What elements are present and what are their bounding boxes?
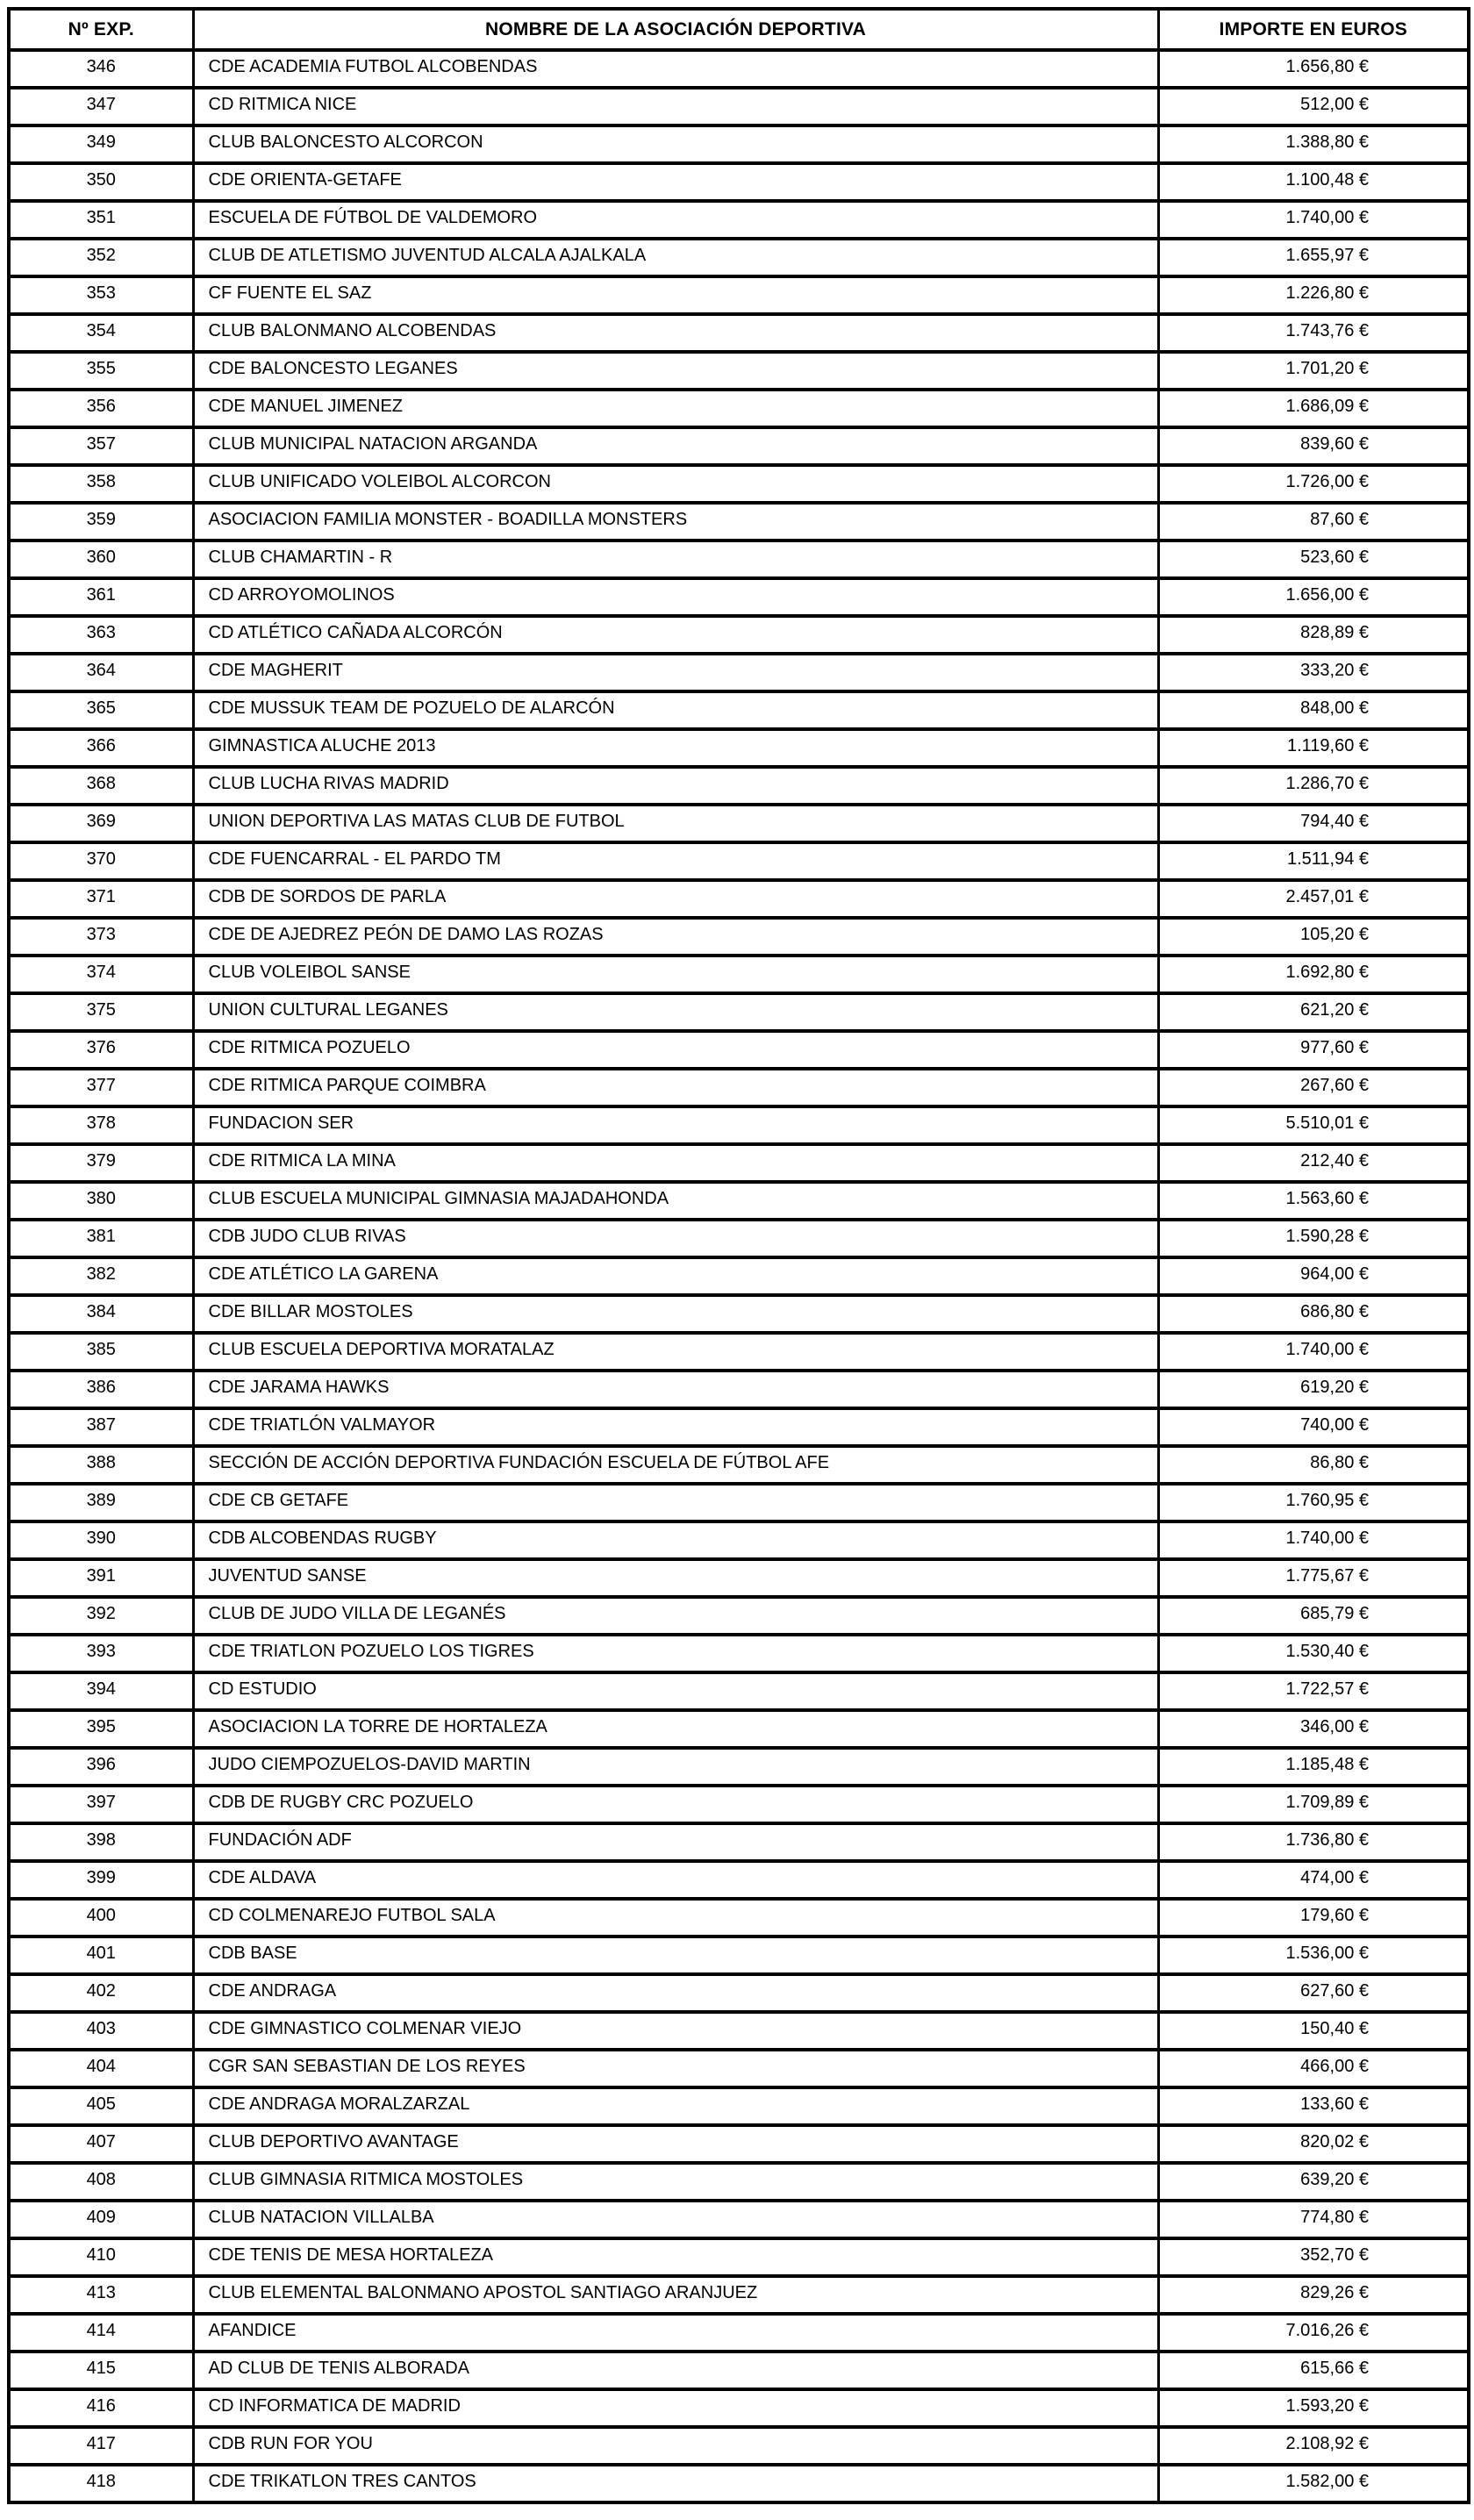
exp-cell: 399 bbox=[9, 1861, 193, 1899]
nombre-cell: CDE RITMICA POZUELO bbox=[193, 1031, 1158, 1069]
table-row bbox=[9, 1446, 1469, 1484]
importe-cell: 1.286,70 € bbox=[1158, 767, 1469, 805]
exp-cell: 404 bbox=[9, 2050, 193, 2087]
nombre-cell: UNION CULTURAL LEGANES bbox=[193, 993, 1158, 1031]
importe-cell: 105,20 € bbox=[1158, 918, 1469, 956]
exp-cell: 382 bbox=[9, 1257, 193, 1295]
exp-cell: 355 bbox=[9, 352, 193, 390]
table-row bbox=[9, 578, 1469, 616]
header-row bbox=[9, 9, 1469, 50]
nombre-cell: JUDO CIEMPOZUELOS-DAVID MARTIN bbox=[193, 1748, 1158, 1786]
importe-cell: 1.185,48 € bbox=[1158, 1748, 1469, 1786]
importe-cell: 1.692,80 € bbox=[1158, 956, 1469, 993]
nombre-cell: CDE ATLÉTICO LA GARENA bbox=[193, 1257, 1158, 1295]
table-row bbox=[9, 2012, 1469, 2050]
table-row bbox=[9, 2163, 1469, 2201]
exp-cell: 402 bbox=[9, 1974, 193, 2012]
importe-cell: 1.722,57 € bbox=[1158, 1672, 1469, 1710]
table-row bbox=[9, 2276, 1469, 2314]
subvenciones-table bbox=[7, 7, 1470, 2504]
nombre-cell: CDE RITMICA PARQUE COIMBRA bbox=[193, 1069, 1158, 1106]
importe-cell: 346,00 € bbox=[1158, 1710, 1469, 1748]
nombre-cell: CDB RUN FOR YOU bbox=[193, 2427, 1158, 2465]
importe-cell: 133,60 € bbox=[1158, 2087, 1469, 2125]
importe-cell: 619,20 € bbox=[1158, 1371, 1469, 1408]
nombre-cell: CLUB BALONCESTO ALCORCON bbox=[193, 125, 1158, 163]
table-row bbox=[9, 767, 1469, 805]
importe-cell: 87,60 € bbox=[1158, 503, 1469, 541]
exp-cell: 377 bbox=[9, 1069, 193, 1106]
table-row bbox=[9, 956, 1469, 993]
importe-cell: 1.686,09 € bbox=[1158, 390, 1469, 427]
importe-cell: 964,00 € bbox=[1158, 1257, 1469, 1295]
table-row bbox=[9, 842, 1469, 880]
table-body bbox=[9, 50, 1469, 2502]
exp-cell: 386 bbox=[9, 1371, 193, 1408]
importe-cell: 774,80 € bbox=[1158, 2201, 1469, 2238]
nombre-cell: CLUB CHAMARTIN - R bbox=[193, 541, 1158, 578]
nombre-cell: CLUB UNIFICADO VOLEIBOL ALCORCON bbox=[193, 465, 1158, 503]
importe-cell: 352,70 € bbox=[1158, 2238, 1469, 2276]
table-row bbox=[9, 2125, 1469, 2163]
table-row bbox=[9, 1861, 1469, 1899]
nombre-cell: CD RITMICA NICE bbox=[193, 88, 1158, 125]
nombre-cell: AD CLUB DE TENIS ALBORADA bbox=[193, 2352, 1158, 2389]
table-row bbox=[9, 1559, 1469, 1597]
table-row bbox=[9, 1899, 1469, 1937]
exp-cell: 415 bbox=[9, 2352, 193, 2389]
nombre-cell: UNION DEPORTIVA LAS MATAS CLUB DE FUTBOL bbox=[193, 805, 1158, 842]
exp-cell: 414 bbox=[9, 2314, 193, 2352]
exp-cell: 417 bbox=[9, 2427, 193, 2465]
table-row bbox=[9, 2087, 1469, 2125]
exp-cell: 393 bbox=[9, 1635, 193, 1672]
nombre-cell: CDE RITMICA LA MINA bbox=[193, 1144, 1158, 1182]
table-row bbox=[9, 2427, 1469, 2465]
exp-cell: 351 bbox=[9, 201, 193, 239]
table-row bbox=[9, 276, 1469, 314]
exp-cell: 403 bbox=[9, 2012, 193, 2050]
table-row bbox=[9, 1823, 1469, 1861]
exp-cell: 352 bbox=[9, 239, 193, 276]
exp-cell: 409 bbox=[9, 2201, 193, 2238]
nombre-cell: CDE GIMNASTICO COLMENAR VIEJO bbox=[193, 2012, 1158, 2050]
importe-header-cell: IMPORTE EN EUROS bbox=[1158, 9, 1469, 50]
exp-cell: 380 bbox=[9, 1182, 193, 1220]
nombre-cell: CDB DE RUGBY CRC POZUELO bbox=[193, 1786, 1158, 1823]
nombre-cell: CF FUENTE EL SAZ bbox=[193, 276, 1158, 314]
exp-cell: 363 bbox=[9, 616, 193, 654]
importe-cell: 1.563,60 € bbox=[1158, 1182, 1469, 1220]
importe-cell: 1.740,00 € bbox=[1158, 1333, 1469, 1371]
table-row bbox=[9, 918, 1469, 956]
table-row bbox=[9, 1220, 1469, 1257]
exp-cell: 388 bbox=[9, 1446, 193, 1484]
importe-cell: 1.709,89 € bbox=[1158, 1786, 1469, 1823]
exp-header-cell: Nº EXP. bbox=[9, 9, 193, 50]
table-row bbox=[9, 1408, 1469, 1446]
exp-cell: 349 bbox=[9, 125, 193, 163]
exp-cell: 358 bbox=[9, 465, 193, 503]
nombre-cell: CDB BASE bbox=[193, 1937, 1158, 1974]
importe-cell: 1.590,28 € bbox=[1158, 1220, 1469, 1257]
importe-cell: 740,00 € bbox=[1158, 1408, 1469, 1446]
importe-cell: 820,02 € bbox=[1158, 2125, 1469, 2163]
importe-cell: 5.510,01 € bbox=[1158, 1106, 1469, 1144]
table-row bbox=[9, 201, 1469, 239]
exp-cell: 416 bbox=[9, 2389, 193, 2427]
importe-cell: 1.388,80 € bbox=[1158, 125, 1469, 163]
nombre-cell: CD COLMENAREJO FUTBOL SALA bbox=[193, 1899, 1158, 1937]
exp-cell: 356 bbox=[9, 390, 193, 427]
exp-cell: 401 bbox=[9, 1937, 193, 1974]
importe-cell: 86,80 € bbox=[1158, 1446, 1469, 1484]
table-row bbox=[9, 1333, 1469, 1371]
table-row bbox=[9, 352, 1469, 390]
exp-cell: 359 bbox=[9, 503, 193, 541]
importe-cell: 794,40 € bbox=[1158, 805, 1469, 842]
exp-cell: 353 bbox=[9, 276, 193, 314]
table-row bbox=[9, 2465, 1469, 2502]
table-row bbox=[9, 729, 1469, 767]
nombre-cell: CD ATLÉTICO CAÑADA ALCORCÓN bbox=[193, 616, 1158, 654]
nombre-cell: CLUB DE ATLETISMO JUVENTUD ALCALA AJALKALA bbox=[193, 239, 1158, 276]
table-row bbox=[9, 1786, 1469, 1823]
exp-cell: 391 bbox=[9, 1559, 193, 1597]
nombre-cell: CLUB MUNICIPAL NATACION ARGANDA bbox=[193, 427, 1158, 465]
table-row bbox=[9, 1106, 1469, 1144]
nombre-cell: CLUB ESCUELA MUNICIPAL GIMNASIA MAJADAHONDA bbox=[193, 1182, 1158, 1220]
nombre-cell: CDB ALCOBENDAS RUGBY bbox=[193, 1521, 1158, 1559]
nombre-cell: CDE ALDAVA bbox=[193, 1861, 1158, 1899]
nombre-cell: CDE JARAMA HAWKS bbox=[193, 1371, 1158, 1408]
importe-cell: 1.582,00 € bbox=[1158, 2465, 1469, 2502]
table-row bbox=[9, 805, 1469, 842]
nombre-cell: CD ESTUDIO bbox=[193, 1672, 1158, 1710]
importe-cell: 466,00 € bbox=[1158, 2050, 1469, 2087]
importe-cell: 267,60 € bbox=[1158, 1069, 1469, 1106]
table-row bbox=[9, 239, 1469, 276]
exp-cell: 405 bbox=[9, 2087, 193, 2125]
table-row bbox=[9, 1257, 1469, 1295]
nombre-cell: CDE TRIATLÓN VALMAYOR bbox=[193, 1408, 1158, 1446]
importe-cell: 7.016,26 € bbox=[1158, 2314, 1469, 2352]
table-row bbox=[9, 1521, 1469, 1559]
importe-cell: 1.701,20 € bbox=[1158, 352, 1469, 390]
nombre-cell: CD INFORMATICA DE MADRID bbox=[193, 2389, 1158, 2427]
exp-cell: 385 bbox=[9, 1333, 193, 1371]
table-row bbox=[9, 1974, 1469, 2012]
nombre-cell: ESCUELA DE FÚTBOL DE VALDEMORO bbox=[193, 201, 1158, 239]
importe-cell: 1.226,80 € bbox=[1158, 276, 1469, 314]
importe-cell: 474,00 € bbox=[1158, 1861, 1469, 1899]
nombre-cell: CDE ORIENTA-GETAFE bbox=[193, 163, 1158, 201]
table-row bbox=[9, 465, 1469, 503]
exp-cell: 396 bbox=[9, 1748, 193, 1786]
table-row bbox=[9, 427, 1469, 465]
importe-cell: 828,89 € bbox=[1158, 616, 1469, 654]
importe-cell: 1.726,00 € bbox=[1158, 465, 1469, 503]
table-row bbox=[9, 314, 1469, 352]
nombre-cell: CLUB ESCUELA DEPORTIVA MORATALAZ bbox=[193, 1333, 1158, 1371]
exp-cell: 392 bbox=[9, 1597, 193, 1635]
nombre-header-cell: NOMBRE DE LA ASOCIACIÓN DEPORTIVA bbox=[193, 9, 1158, 50]
exp-cell: 375 bbox=[9, 993, 193, 1031]
nombre-cell: CDB JUDO CLUB RIVAS bbox=[193, 1220, 1158, 1257]
table-row bbox=[9, 1069, 1469, 1106]
exp-cell: 407 bbox=[9, 2125, 193, 2163]
exp-cell: 364 bbox=[9, 654, 193, 691]
table-row bbox=[9, 2314, 1469, 2352]
exp-cell: 376 bbox=[9, 1031, 193, 1069]
table-row bbox=[9, 691, 1469, 729]
importe-cell: 1.656,00 € bbox=[1158, 578, 1469, 616]
importe-cell: 1.740,00 € bbox=[1158, 1521, 1469, 1559]
nombre-cell: CDE DE AJEDREZ PEÓN DE DAMO LAS ROZAS bbox=[193, 918, 1158, 956]
importe-cell: 179,60 € bbox=[1158, 1899, 1469, 1937]
nombre-cell: CLUB BALONMANO ALCOBENDAS bbox=[193, 314, 1158, 352]
importe-cell: 1.760,95 € bbox=[1158, 1484, 1469, 1521]
exp-cell: 418 bbox=[9, 2465, 193, 2502]
importe-cell: 615,66 € bbox=[1158, 2352, 1469, 2389]
nombre-cell: CLUB VOLEIBOL SANSE bbox=[193, 956, 1158, 993]
importe-cell: 639,20 € bbox=[1158, 2163, 1469, 2201]
exp-cell: 395 bbox=[9, 1710, 193, 1748]
nombre-cell: CDE TRIKATLON TRES CANTOS bbox=[193, 2465, 1158, 2502]
importe-cell: 150,40 € bbox=[1158, 2012, 1469, 2050]
exp-cell: 408 bbox=[9, 2163, 193, 2201]
nombre-cell: JUVENTUD SANSE bbox=[193, 1559, 1158, 1597]
nombre-cell: CLUB GIMNASIA RITMICA MOSTOLES bbox=[193, 2163, 1158, 2201]
importe-cell: 685,79 € bbox=[1158, 1597, 1469, 1635]
nombre-cell: CDE MUSSUK TEAM DE POZUELO DE ALARCÓN bbox=[193, 691, 1158, 729]
nombre-cell: CDB DE SORDOS DE PARLA bbox=[193, 880, 1158, 918]
importe-cell: 1.743,76 € bbox=[1158, 314, 1469, 352]
exp-cell: 357 bbox=[9, 427, 193, 465]
table-row bbox=[9, 2389, 1469, 2427]
table-row bbox=[9, 1031, 1469, 1069]
exp-cell: 350 bbox=[9, 163, 193, 201]
importe-cell: 523,60 € bbox=[1158, 541, 1469, 578]
exp-cell: 354 bbox=[9, 314, 193, 352]
exp-cell: 371 bbox=[9, 880, 193, 918]
importe-cell: 1.655,97 € bbox=[1158, 239, 1469, 276]
nombre-cell: FUNDACION SER bbox=[193, 1106, 1158, 1144]
importe-cell: 829,26 € bbox=[1158, 2276, 1469, 2314]
nombre-cell: CDE FUENCARRAL - EL PARDO TM bbox=[193, 842, 1158, 880]
table-row bbox=[9, 2050, 1469, 2087]
table-row bbox=[9, 1672, 1469, 1710]
table-row bbox=[9, 2238, 1469, 2276]
importe-cell: 2.108,92 € bbox=[1158, 2427, 1469, 2465]
exp-cell: 381 bbox=[9, 1220, 193, 1257]
exp-cell: 370 bbox=[9, 842, 193, 880]
table-row bbox=[9, 2352, 1469, 2389]
table-row bbox=[9, 163, 1469, 201]
exp-cell: 400 bbox=[9, 1899, 193, 1937]
nombre-cell: CDE CB GETAFE bbox=[193, 1484, 1158, 1521]
nombre-cell: CDE MANUEL JIMENEZ bbox=[193, 390, 1158, 427]
importe-cell: 1.100,48 € bbox=[1158, 163, 1469, 201]
nombre-cell: CDE ANDRAGA MORALZARZAL bbox=[193, 2087, 1158, 2125]
exp-cell: 397 bbox=[9, 1786, 193, 1823]
importe-cell: 512,00 € bbox=[1158, 88, 1469, 125]
table-row bbox=[9, 88, 1469, 125]
exp-cell: 369 bbox=[9, 805, 193, 842]
importe-cell: 627,60 € bbox=[1158, 1974, 1469, 2012]
table-row bbox=[9, 1748, 1469, 1786]
importe-cell: 839,60 € bbox=[1158, 427, 1469, 465]
table-row bbox=[9, 390, 1469, 427]
exp-cell: 394 bbox=[9, 1672, 193, 1710]
importe-cell: 621,20 € bbox=[1158, 993, 1469, 1031]
table-row bbox=[9, 1144, 1469, 1182]
table-row bbox=[9, 1295, 1469, 1333]
importe-cell: 1.740,00 € bbox=[1158, 201, 1469, 239]
nombre-cell: ASOCIACION LA TORRE DE HORTALEZA bbox=[193, 1710, 1158, 1748]
nombre-cell: CLUB NATACION VILLALBA bbox=[193, 2201, 1158, 2238]
table-header bbox=[9, 9, 1469, 50]
exp-cell: 365 bbox=[9, 691, 193, 729]
nombre-cell: CDE BILLAR MOSTOLES bbox=[193, 1295, 1158, 1333]
importe-cell: 1.656,80 € bbox=[1158, 50, 1469, 88]
table-row bbox=[9, 1635, 1469, 1672]
importe-cell: 977,60 € bbox=[1158, 1031, 1469, 1069]
exp-cell: 373 bbox=[9, 918, 193, 956]
exp-cell: 378 bbox=[9, 1106, 193, 1144]
exp-cell: 390 bbox=[9, 1521, 193, 1559]
nombre-cell: CLUB ELEMENTAL BALONMANO APOSTOL SANTIAGO ARANJUEZ bbox=[193, 2276, 1158, 2314]
importe-cell: 686,80 € bbox=[1158, 1295, 1469, 1333]
nombre-cell: FUNDACIÓN ADF bbox=[193, 1823, 1158, 1861]
importe-cell: 1.119,60 € bbox=[1158, 729, 1469, 767]
table-row bbox=[9, 503, 1469, 541]
nombre-cell: SECCIÓN DE ACCIÓN DEPORTIVA FUNDACIÓN ESCUELA DE FÚTBOL AFE bbox=[193, 1446, 1158, 1484]
importe-cell: 333,20 € bbox=[1158, 654, 1469, 691]
nombre-cell: CLUB DE JUDO VILLA DE LEGANÉS bbox=[193, 1597, 1158, 1635]
exp-cell: 398 bbox=[9, 1823, 193, 1861]
importe-cell: 1.511,94 € bbox=[1158, 842, 1469, 880]
table-row bbox=[9, 654, 1469, 691]
importe-cell: 1.736,80 € bbox=[1158, 1823, 1469, 1861]
nombre-cell: CLUB LUCHA RIVAS MADRID bbox=[193, 767, 1158, 805]
exp-cell: 368 bbox=[9, 767, 193, 805]
exp-cell: 374 bbox=[9, 956, 193, 993]
nombre-cell: CDE ACADEMIA FUTBOL ALCOBENDAS bbox=[193, 50, 1158, 88]
table-row bbox=[9, 1182, 1469, 1220]
importe-cell: 1.536,00 € bbox=[1158, 1937, 1469, 1974]
table-row bbox=[9, 616, 1469, 654]
nombre-cell: CDE MAGHERIT bbox=[193, 654, 1158, 691]
importe-cell: 1.775,67 € bbox=[1158, 1559, 1469, 1597]
exp-cell: 413 bbox=[9, 2276, 193, 2314]
nombre-cell: CDE ANDRAGA bbox=[193, 1974, 1158, 2012]
exp-cell: 379 bbox=[9, 1144, 193, 1182]
table-row bbox=[9, 1937, 1469, 1974]
table-row bbox=[9, 125, 1469, 163]
nombre-cell: CGR SAN SEBASTIAN DE LOS REYES bbox=[193, 2050, 1158, 2087]
exp-cell: 360 bbox=[9, 541, 193, 578]
nombre-cell: CDE BALONCESTO LEGANES bbox=[193, 352, 1158, 390]
table-row bbox=[9, 541, 1469, 578]
nombre-cell: AFANDICE bbox=[193, 2314, 1158, 2352]
nombre-cell: CD ARROYOMOLINOS bbox=[193, 578, 1158, 616]
exp-cell: 387 bbox=[9, 1408, 193, 1446]
importe-cell: 2.457,01 € bbox=[1158, 880, 1469, 918]
importe-cell: 848,00 € bbox=[1158, 691, 1469, 729]
exp-cell: 347 bbox=[9, 88, 193, 125]
exp-cell: 366 bbox=[9, 729, 193, 767]
table-row bbox=[9, 1484, 1469, 1521]
importe-cell: 1.593,20 € bbox=[1158, 2389, 1469, 2427]
exp-cell: 361 bbox=[9, 578, 193, 616]
importe-cell: 212,40 € bbox=[1158, 1144, 1469, 1182]
table-row bbox=[9, 1371, 1469, 1408]
nombre-cell: CDE TRIATLON POZUELO LOS TIGRES bbox=[193, 1635, 1158, 1672]
table-row bbox=[9, 880, 1469, 918]
table-row bbox=[9, 2201, 1469, 2238]
exp-cell: 384 bbox=[9, 1295, 193, 1333]
table-row bbox=[9, 993, 1469, 1031]
table-row bbox=[9, 50, 1469, 88]
exp-cell: 410 bbox=[9, 2238, 193, 2276]
exp-cell: 389 bbox=[9, 1484, 193, 1521]
nombre-cell: GIMNASTICA ALUCHE 2013 bbox=[193, 729, 1158, 767]
exp-cell: 346 bbox=[9, 50, 193, 88]
nombre-cell: CLUB DEPORTIVO AVANTAGE bbox=[193, 2125, 1158, 2163]
nombre-cell: ASOCIACION FAMILIA MONSTER - BOADILLA MONSTERS bbox=[193, 503, 1158, 541]
nombre-cell: CDE TENIS DE MESA HORTALEZA bbox=[193, 2238, 1158, 2276]
table-row bbox=[9, 1597, 1469, 1635]
importe-cell: 1.530,40 € bbox=[1158, 1635, 1469, 1672]
table-row bbox=[9, 1710, 1469, 1748]
